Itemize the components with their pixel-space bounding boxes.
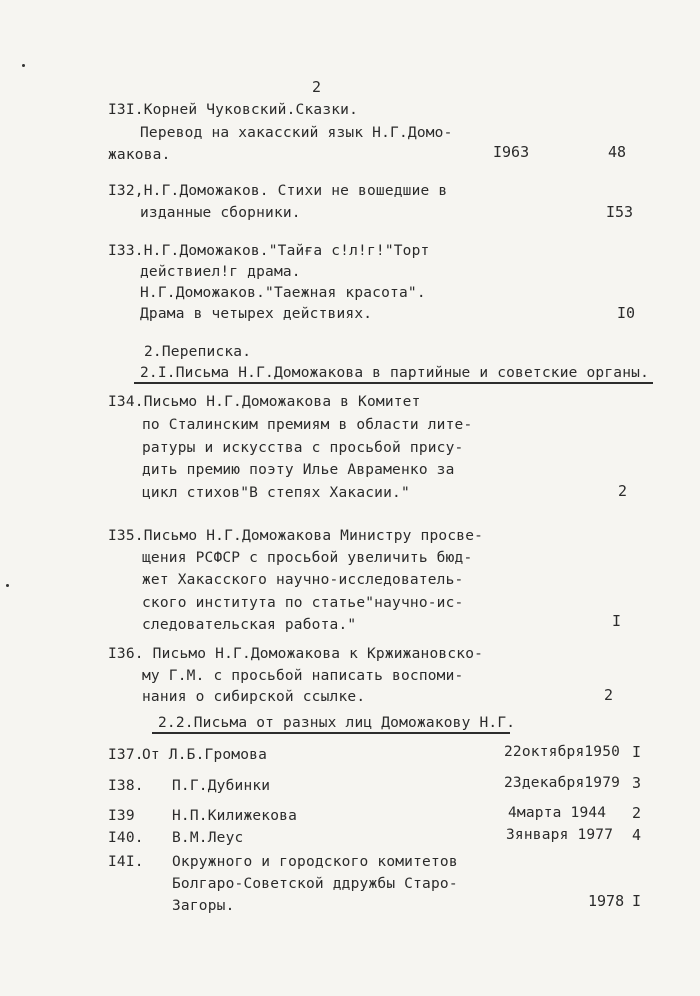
correspondent-date: 1978 xyxy=(588,892,625,910)
entry-line: жет Хакасского научно-исследователь- xyxy=(142,572,464,588)
hole-punch-mark xyxy=(6,584,9,587)
correspondent-name: Окружного и городского комитетов xyxy=(172,854,458,870)
page-number: 2 xyxy=(312,78,322,96)
entry-line: ратуры и искусства с просьбой прису- xyxy=(142,440,464,456)
entry-line: Н.Г.Доможаков."Таежная красота". xyxy=(140,285,426,301)
entry-line: следовательская работа." xyxy=(142,617,357,633)
entry-line: му Г.М. с просьбой написать воспоми- xyxy=(142,668,464,684)
correspondent-pages: 2 xyxy=(632,804,642,822)
entry-line: Драма в четырех действиях. xyxy=(140,306,373,322)
correspondent-pages: I xyxy=(632,743,642,761)
correspondent-pages: 4 xyxy=(632,826,642,844)
entry-line: I36. Письмо Н.Г.Доможакова к Кржижановско- xyxy=(108,646,484,662)
entry-pages: 48 xyxy=(608,143,627,161)
entry-line: I35.Письмо Н.Г.Доможакова Министру просве- xyxy=(108,528,484,544)
section-underline xyxy=(134,382,653,384)
entry-line: действиел!г драма. xyxy=(140,264,301,280)
section-underline xyxy=(152,732,510,734)
correspondent-name-cont: Болгаро-Советской ддружбы Старо- xyxy=(172,876,458,892)
entry-line: щения РСФСР с просьбой увеличить бюд- xyxy=(142,550,473,566)
entry-pages: I xyxy=(612,612,622,630)
correspondent-name: От Л.Б.Громова xyxy=(142,747,268,763)
entry-line: I33.Н.Г.Доможаков."Тайға с!л!г!"Торт xyxy=(108,243,430,259)
entry-pages: I0 xyxy=(617,304,636,322)
correspondent-number: I38. xyxy=(108,778,144,794)
entry-line: I32,Н.Г.Доможаков. Стихи не вошедшие в xyxy=(108,183,448,199)
correspondent-number: I37. xyxy=(108,747,144,763)
entry-line: изданные сборники. xyxy=(140,205,301,221)
correspondent-number: I39 xyxy=(108,808,135,824)
entry-line: Перевод на хакасский язык Н.Г.Домо- xyxy=(140,125,453,141)
entry-line: I3I.Корней Чуковский.Сказки. xyxy=(108,102,359,118)
entry-line: дить премию поэту Илье Авраменко за xyxy=(142,462,455,478)
section-heading: 2.I.Письма Н.Г.Доможакова в партийные и советские органы. xyxy=(140,365,649,381)
entry-pages: I53 xyxy=(606,203,634,221)
entry-line: нания о сибирской ссылке. xyxy=(142,689,366,705)
correspondent-pages: 3 xyxy=(632,774,642,792)
correspondent-number: I4I. xyxy=(108,854,144,870)
correspondent-date: 23декабря1979 xyxy=(504,775,621,791)
section-heading: 2.Переписка. xyxy=(144,344,252,360)
entry-line: ского института по статье"научно-ис- xyxy=(142,595,464,611)
correspondent-pages: I xyxy=(632,892,642,910)
correspondent-date: 4марта 1944 xyxy=(508,805,607,821)
entry-line: по Сталинским премиям в области лите- xyxy=(142,417,473,433)
entry-line: I34.Письмо Н.Г.Доможакова в Комитет xyxy=(108,394,421,410)
correspondent-number: I40. xyxy=(108,830,144,846)
entry-line: цикл стихов"В степях Хакасии." xyxy=(142,485,410,501)
entry-pages: 2 xyxy=(618,482,628,500)
section-heading: 2.2.Письма от разных лиц Доможакову Н.Г. xyxy=(158,715,516,731)
hole-punch-mark xyxy=(22,64,25,67)
correspondent-date: 3января 1977 xyxy=(506,827,614,843)
correspondent-date: 22октября1950 xyxy=(504,744,621,760)
correspondent-name: В.М.Леус xyxy=(172,830,244,846)
correspondent-name: Н.П.Килижекова xyxy=(172,808,298,824)
correspondent-name: П.Г.Дубинки xyxy=(172,778,271,794)
entry-line: жакова. xyxy=(108,147,171,163)
correspondent-name-cont: Загоры. xyxy=(172,898,235,914)
entry-year: I963 xyxy=(493,143,530,161)
entry-pages: 2 xyxy=(604,686,614,704)
